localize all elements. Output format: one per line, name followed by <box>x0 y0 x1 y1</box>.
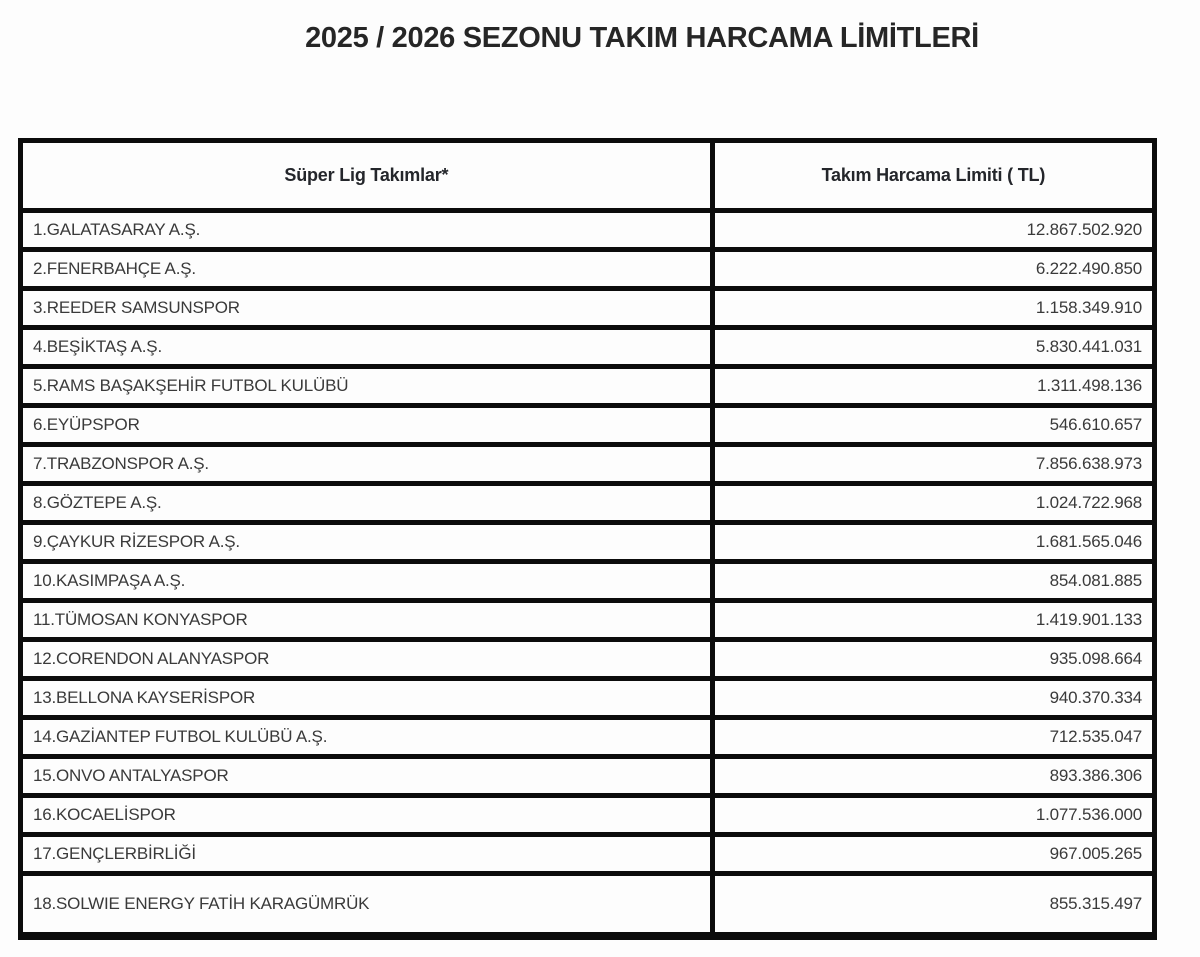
table-header <box>21 141 1155 211</box>
team-name-cell: 10.KASIMPAŞA A.Ş. <box>21 562 713 601</box>
limit-value-cell: 6.222.490.850 <box>712 250 1154 289</box>
table-row <box>21 757 1155 796</box>
team-name-cell: 18.SOLWIE ENERGY FATİH KARAGÜMRÜK <box>21 874 713 936</box>
team-name-cell: 5.RAMS BAŞAKŞEHİR FUTBOL KULÜBÜ <box>21 367 713 406</box>
limit-value-cell: 7.856.638.973 <box>712 445 1154 484</box>
limit-value-cell: 1.158.349.910 <box>712 289 1154 328</box>
column-header-teams: Süper Lig Takımlar* <box>21 141 713 211</box>
table-row <box>21 601 1155 640</box>
limit-value-cell: 854.081.885 <box>712 562 1154 601</box>
team-name-cell: 7.TRABZONSPOR A.Ş. <box>21 445 713 484</box>
team-name-cell: 9.ÇAYKUR RİZESPOR A.Ş. <box>21 523 713 562</box>
team-name-cell: 8.GÖZTEPE A.Ş. <box>21 484 713 523</box>
team-name-cell: 12.CORENDON ALANYASPOR <box>21 640 713 679</box>
team-name-cell: 2.FENERBAHÇE A.Ş. <box>21 250 713 289</box>
table-row <box>21 328 1155 367</box>
limit-value-cell: 712.535.047 <box>712 718 1154 757</box>
team-name-cell: 1.GALATASARAY A.Ş. <box>21 211 713 250</box>
table-row <box>21 250 1155 289</box>
limit-value-cell: 1.311.498.136 <box>712 367 1154 406</box>
team-name-cell: 6.EYÜPSPOR <box>21 406 713 445</box>
limit-value-cell: 1.077.536.000 <box>712 796 1154 835</box>
spending-limits-table <box>18 138 1157 940</box>
column-header-limit: Takım Harcama Limiti ( TL) <box>712 141 1154 211</box>
table-row <box>21 211 1155 250</box>
table-row <box>21 406 1155 445</box>
table-row <box>21 679 1155 718</box>
limit-value-cell: 1.681.565.046 <box>712 523 1154 562</box>
table-row <box>21 289 1155 328</box>
team-name-cell: 15.ONVO ANTALYASPOR <box>21 757 713 796</box>
table-row <box>21 718 1155 757</box>
limit-value-cell: 935.098.664 <box>712 640 1154 679</box>
limit-value-cell: 1.419.901.133 <box>712 601 1154 640</box>
table-row <box>21 523 1155 562</box>
table-row <box>21 562 1155 601</box>
team-name-cell: 17.GENÇLERBİRLİĞİ <box>21 835 713 874</box>
limit-value-cell: 967.005.265 <box>712 835 1154 874</box>
table-row <box>21 445 1155 484</box>
table-row <box>21 874 1155 936</box>
limit-value-cell: 940.370.334 <box>712 679 1154 718</box>
limit-value-cell: 12.867.502.920 <box>712 211 1154 250</box>
team-name-cell: 4.BEŞİKTAŞ A.Ş. <box>21 328 713 367</box>
page <box>0 22 1200 957</box>
team-name-cell: 11.TÜMOSAN KONYASPOR <box>21 601 713 640</box>
team-name-cell: 16.KOCAELİSPOR <box>21 796 713 835</box>
team-name-cell: 3.REEDER SAMSUNSPOR <box>21 289 713 328</box>
table-row <box>21 484 1155 523</box>
header-row <box>21 141 1155 211</box>
table-row <box>21 367 1155 406</box>
table-row <box>21 835 1155 874</box>
limit-value-cell: 893.386.306 <box>712 757 1154 796</box>
limit-value-cell: 1.024.722.968 <box>712 484 1154 523</box>
page-title: 2025 / 2026 SEZONU TAKIM HARCAMA LİMİTLERİ <box>305 22 979 54</box>
limit-value-cell: 5.830.441.031 <box>712 328 1154 367</box>
table-row <box>21 640 1155 679</box>
limit-value-cell: 546.610.657 <box>712 406 1154 445</box>
limit-value-cell: 855.315.497 <box>712 874 1154 936</box>
team-name-cell: 14.GAZİANTEP FUTBOL KULÜBÜ A.Ş. <box>21 718 713 757</box>
table-body <box>21 211 1155 936</box>
table-row <box>21 796 1155 835</box>
team-name-cell: 13.BELLONA KAYSERİSPOR <box>21 679 713 718</box>
